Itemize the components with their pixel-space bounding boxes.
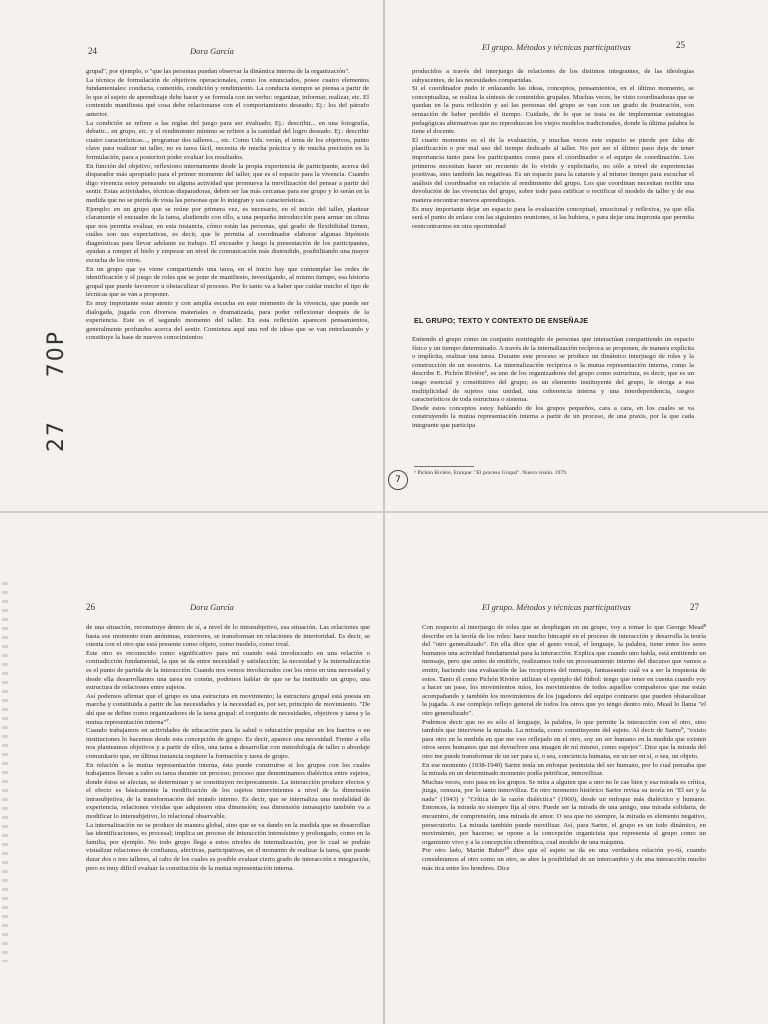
body-text [86, 624, 370, 1019]
paragraph: En relación a la mutua representación interna, ésta puede construirse si los grupos con los cuales trabajamos llevan a cabo su tarea durante un proceso; proceso que denominamos dialéctica entre sujetos, donde éstos se afectan, se determinan y se constituyen recíprocamente. La interacción produce efectos y el efecto es básicamente la modificación de los sujetos intervinientes a nivel de la dimensión intrasubjetiva, de la transformación del mundo interno. Es decir, que se internaliza una modalidad de experiencia, relaciones vividas que adquieren otra dimensión; esa dimensión intrasujeto también va a modificar lo intersubjetivo, lo relacional observable. [86, 761, 370, 821]
paragraph: Es muy importante estar atento y con amplia escucha en este momento de la vivencia, que puede ser dialogada, jugada con diversos materiales o dramatizada, para poder reflexionar después de la experiencia. Este es el segundo momento del taller. En esta reflexión aparecen pensamientos, generalmente profundos acerca del sentir. Comienza aquí una red de ideas que se van entrelazando y constituye la base de nuevos conocimientos [86, 300, 369, 342]
paragraph: Desde estos conceptos estoy hablando de los grupos pequeños, cara a cara, en los cuales se va construyendo la mutua representación interna a partir de un proceso, de una praxis, por la que cada integrante que participa [412, 404, 694, 429]
paragraph: La técnica de formulación de objetivos operacionales, como los enunciados, posee cuatro elementos fundamentales: conducta, contenido, condición y rendimiento. La conducta siempre se piensa a partir de lo que el sujeto de aprendizaje debe hacer y se formula con un verbo: organizar, informar, realizar, etc. El contenido manifiesta qué cosa debe relacionarse con el comportamiento deseado; Ej.: los del párrafo anterior. [86, 76, 369, 118]
paragraph: Por otro lado, Martín Buber¹⁰ dice que el sujeto se da en una verdadera relación yo-tú, cuando consideramos al otro como un otro, se abre la posibilidad de un intercambio y de una interacción mucho más rica entre los hombres. Dice [422, 847, 706, 872]
paragraph: El cuarto momento es el de la evaluación, y muchas veces este espacio se pierde por falta de planificación o por mal uso del tiempo dedicado al taller. No por ser el último paso deja de tener importancia tanto para los participantes como para el coordinador o el equipo de coordinación. Los primeros necesitan hacer un recuento de lo vivido y explicitarlo, no sólo a nivel de experiencias positivas, sino también las negativas. Es un espacio para la catarsis y al mismo tiempo para escuchar el análisis del coordinador en relación al rendimiento del grupo. Los que coordinan necesitan recibir una devolución de las vivencias del grupo, sobre todo para ratificar o rectificar el modelo de taller y de esa manera encontrar nuevos aprendizajes. [412, 136, 694, 204]
paragraph: En función del objetivo, reflexiono internamente desde la propia experiencia de participante, acerca del disparador más apropiado para el primer momento del taller, que es el espacio para la vivencia. Cuando digo vivencia estoy pensando en alguna actividad que promueva la movilización del pensar a partir del sentir. Estas actividades, técnicas disparadoras, deben ser las más cercanas para ese grupo y lo serán en la medida que no se pierda de vista las personas que lo integran y sus características. [86, 162, 369, 204]
spread-gutter-horizontal [0, 511, 768, 513]
body-text-2 [412, 336, 694, 466]
running-head: Dora García [190, 602, 234, 612]
paragraph: Así podemos afirmar que el grupo es una estructura en movimiento; la estructura grupal está puesta en marcha y constituida a partir de las necesidades y la necesidad es, por ser, principio de movimiento. "De ahí que se define como organizadores de la tarea grupal: el conjunto de necesidades, objetivos y tarea y la mutua representación interna"⁷. [86, 692, 370, 726]
footnote-rule [414, 466, 474, 467]
body-text [422, 624, 706, 1020]
scan-edge-mark [2, 582, 8, 962]
paragraph: La condición se refiere a las reglas del juego para ser evaluado; Ej.: describir... en una fotografía, debatir... en grupo, etc. y el rendimiento mínimo se refiere a la cantidad del logro deseado. Ej.: describir cuatro características..., programar dos talleres..., etc. Como Uds. verán, el tema de los objetivos, punto clave para realizar un taller, no es tarea fácil, necesita de mucha práctica y de mucha precisión en la formulación, para a posteriori poder evaluar los resultados. [86, 119, 369, 161]
handwritten-note-bottom: 27 [44, 420, 69, 452]
page-25 [384, 0, 768, 512]
paragraph: Es muy importante dejar un espacio para la evaluación conceptual, emocional y reflexiva, ya que ella será el punto de enlace con las siguientes reuniones, si las hubiera, o para dejar una impronta que permita reencontrarnos en otra oportunidad [412, 205, 694, 230]
running-head: Dora García [190, 46, 234, 56]
paragraph: Este otro es reconocido como significativo para mí cuando está involucrado en una relación o contradicción fundamental, la que se da entre necesidad y satisfacción; la necesidad y la internalización es el punto de partida de la interacción. Cuando nos vemos involucrados con los otros en una necesidad y desde ella desarrollamos una tarea en común, podemos hablar de que se ha instituido un grupo, una estructura de relaciones entre sujetos. [86, 649, 370, 692]
section-heading: EL GRUPO; TEXTO Y CONTEXTO DE ENSEÑAJE [414, 316, 589, 325]
paragraph: Podemos decir que no es sólo el lenguaje, la palabra, lo que permite la interacción con el otro, sino también que interviene la mirada. La mirada, como constituyente del sujeto. Al decir de Sartre⁹, "existo para otro en la medida en que me veo reflejado en el otro, soy un ser humano en la medida que existen otros seres humanos que me devuelven una imagen de mí mismo, como espejos". Dice que la mirada del otro me puede transformar de un ser para sí, o sea, conciencia humana, en un ser en sí, o sea, un objeto. [422, 718, 706, 760]
page-number: 27 [690, 602, 699, 612]
paragraph: Cuando trabajamos en actividades de educación para la salud o educación popular en los barrios o en instituciones lo hacemos desde esta concepción de grupo. Es decir, aparece una necesidad. Frente a ella nos planteamos objetivos y a partir de ellos, una tarea a desarrollar con metodología de taller o abordaje comunitario que, en última instancia requiere la formación y tarea de grupo. [86, 727, 370, 760]
running-head: El grupo. Métodos y técnicas participativas [482, 42, 631, 52]
paragraph: La internalización no se produce de manera global, sino que se va dando en la medida que se desarrollan las identificaciones, es procesal; implica un proceso de interacción intensísimo y prolongado, como en la familia, por ejemplo. No todo grupo llega a estos niveles de internalización, por lo cual se podrán visualizar relaciones de confianza, afectivas, participativas, en el momento de realizar la tarea, que puede durar dos o tres talleres, al cabo de los cuales es posible evaluar cierto grado de interacción e integración, pero es muy difícil evaluar la constitución de la mutua representación interna. [86, 821, 370, 872]
running-head: El grupo. Métodos y técnicas participativas [482, 602, 631, 612]
body-text [86, 68, 369, 508]
page-27 [384, 512, 768, 1024]
page-26 [0, 512, 384, 1024]
page-number: 24 [88, 46, 97, 56]
page-number: 26 [86, 602, 95, 612]
footnote: ⁶ Pichón Rivière, Enrique: "El proceso Grupal". Nueva visión. 1979. [414, 470, 568, 476]
paragraph: En un grupo que ya viene compartiendo una tarea, en el inicio hay que contemplar las redes de identificación y el juego de roles que se pone de manifiesto, investigando, al mismo tiempo, esa historia grupal que puede favorecer u obstaculizar el proceso. Por lo tanto va a haber que cuidar mucho el tipo de técnicas que se van a proponer. [86, 265, 369, 299]
paragraph: Con respecto al interjuego de roles que se despliegan en un grupo, voy a tomar lo que George Mead⁸ describe en la teoría de los roles: hace mucho hincapié en el proceso de interacción y desarrolla la teoría del "otro generalizado". En ella dice que el gesto vocal, el lenguaje, la palabra, tiene entre los seres humanos una actividad fundamental para la interacción. Explica que cuando uno habla, está emitiendo un mensaje, pero que antes de emitirlo, realizamos todo un procesamiento interno del discurso que vamos a emitir, haciendo una evaluación de las receptores del mensaje, fantaseando cuál va a ser la respuesta de estos. Tanto él como Pichón Rivière utilizan el ejemplo del fútbol: tengo que tener en cuenta cuando voy a hacer un pase, los movimientos míos, los movimientos de todos aquellos compañeros que me están acompañando y también los movimientos de los jugadores del equipo contrario que pueden obstaculizar la jugada. A ese complejo reflejo general de todos los otros que yo tengo dentro mío, Mead lo llama "el otro generalizado". [422, 624, 706, 717]
paragraph: Entiendo el grupo como un conjunto restringido de personas que interactúan compartiendo un espacio físico y un tiempo determinado. A través de la internalización recíproca se proponen, de manera explícita o implícita, realizar una tarea. Durante este proceso se produce un dinámico interjuego de roles y la construcción de un nosotros. La internalización recíproca o la mutua representación interna, como la describe E. Pichón Rivière⁶, es uno de los organizadores del grupo como estructura, es decir, que es un rasgo esencial y constitutivo del grupo; es un elemento instituyente del grupo, le otorga a esa multiplicidad de sujetos una unidad, una coherencia interna y una interdependencia, rasgos característicos de toda estructura o sistema. [412, 336, 694, 404]
body-text [412, 68, 694, 290]
page-number: 25 [676, 40, 685, 50]
circled-number-mark: 7 [388, 470, 408, 490]
handwritten-note-top: 70P [44, 330, 69, 378]
paragraph: Si el coordinador pudo ir enlazando las ideas, conceptos, pensamientos, en el último momento, se conceptualiza, se realiza la síntesis de contenidos grupales. Muchas veces, he visto coordinadoras que se quedan en la pura reflexión y así las personas del grupo se van con un grado de frustración, con sensación de haber perdido el tiempo. Cuidado, de lo que se trata es de implementar estrategias pedagógicas alternativas que no reproduzcan los viejos modelos tradicionales, donde la última palabra la tiene el docente. [412, 85, 694, 136]
paragraph: de una situación, reconstruye dentro de sí, a nivel de lo intrasubjetivo, esa situación. Las relaciones que hasta ese momento eran anónimas, exteriores, se transforman en relaciones de interioridad. Es decir, se cuenta con el otro que está presente como objeto, como modelo, como rival. [86, 624, 370, 649]
paragraph: En ese momento (1938-1940) Sartre tenía un enfoque pesimista del ser humano, por lo cual pensaba que la mirada en un determinado momento podía petrificar, inmovilizar. [422, 761, 706, 778]
paragraph: Muchas veces, esto pasa en los grupos. Se mira a alguien que a uno no le cae bien y esa mirada es crítica, juzga, censura, por lo tanto inmoviliza. En otro momento histórico Sartre revisa su teoría en "El ser y la nada" (1943) y "Crítica de la razón dialéctica" (1960), desde un enfoque más dialéctico y humano. Entonces, la mirada no siempre fija al otro. Puede ser la mirada de una amigo, una mirada solidaria, de encuentro, de comprensión, una mirada de amor. O sea que no siempre, la mirada es elemento negativo, persecutorio. La mirada también puede movilizar. Así, para Sartre, el grupo es un todo dinámico, en movimiento, por hacerse; se opone a la concepción organicista que representa al grupo como un organismo vivo y a la concepción cibernética, cual modelo de una máquina. [422, 778, 706, 846]
paragraph: Ejemplo: en un grupo que se reúne por primera vez, es necesario, en el inicio del taller, plantear claramente el encuadre de la tarea, aludiendo con ello, a una pequeña introducción para armar un clima que nos permita evaluar, en esta instancia, cómo están las personas, qué grado de flexibilidad tienen, cuáles son sus expectativas, es decir, que le permita al coordinador elaborar algunas hipótesis diagnósticas para llevar adelante su trabajo. El encuadre y luego la presentación de los participantes, ayudan a romper el hielo y empezar un nivel de comunicación más distendido, posibilitando una mayor escucha de los otros. [86, 205, 369, 265]
paragraph: grupal", por ejemplo, o "que las personas puedan observar la dinámica interna de la organización". [86, 68, 350, 75]
paragraph: producidos a través del interjuego de relaciones de los distintos integrantes, de las ideologías subyacentes, de las necesidades compartidas. [412, 68, 694, 84]
